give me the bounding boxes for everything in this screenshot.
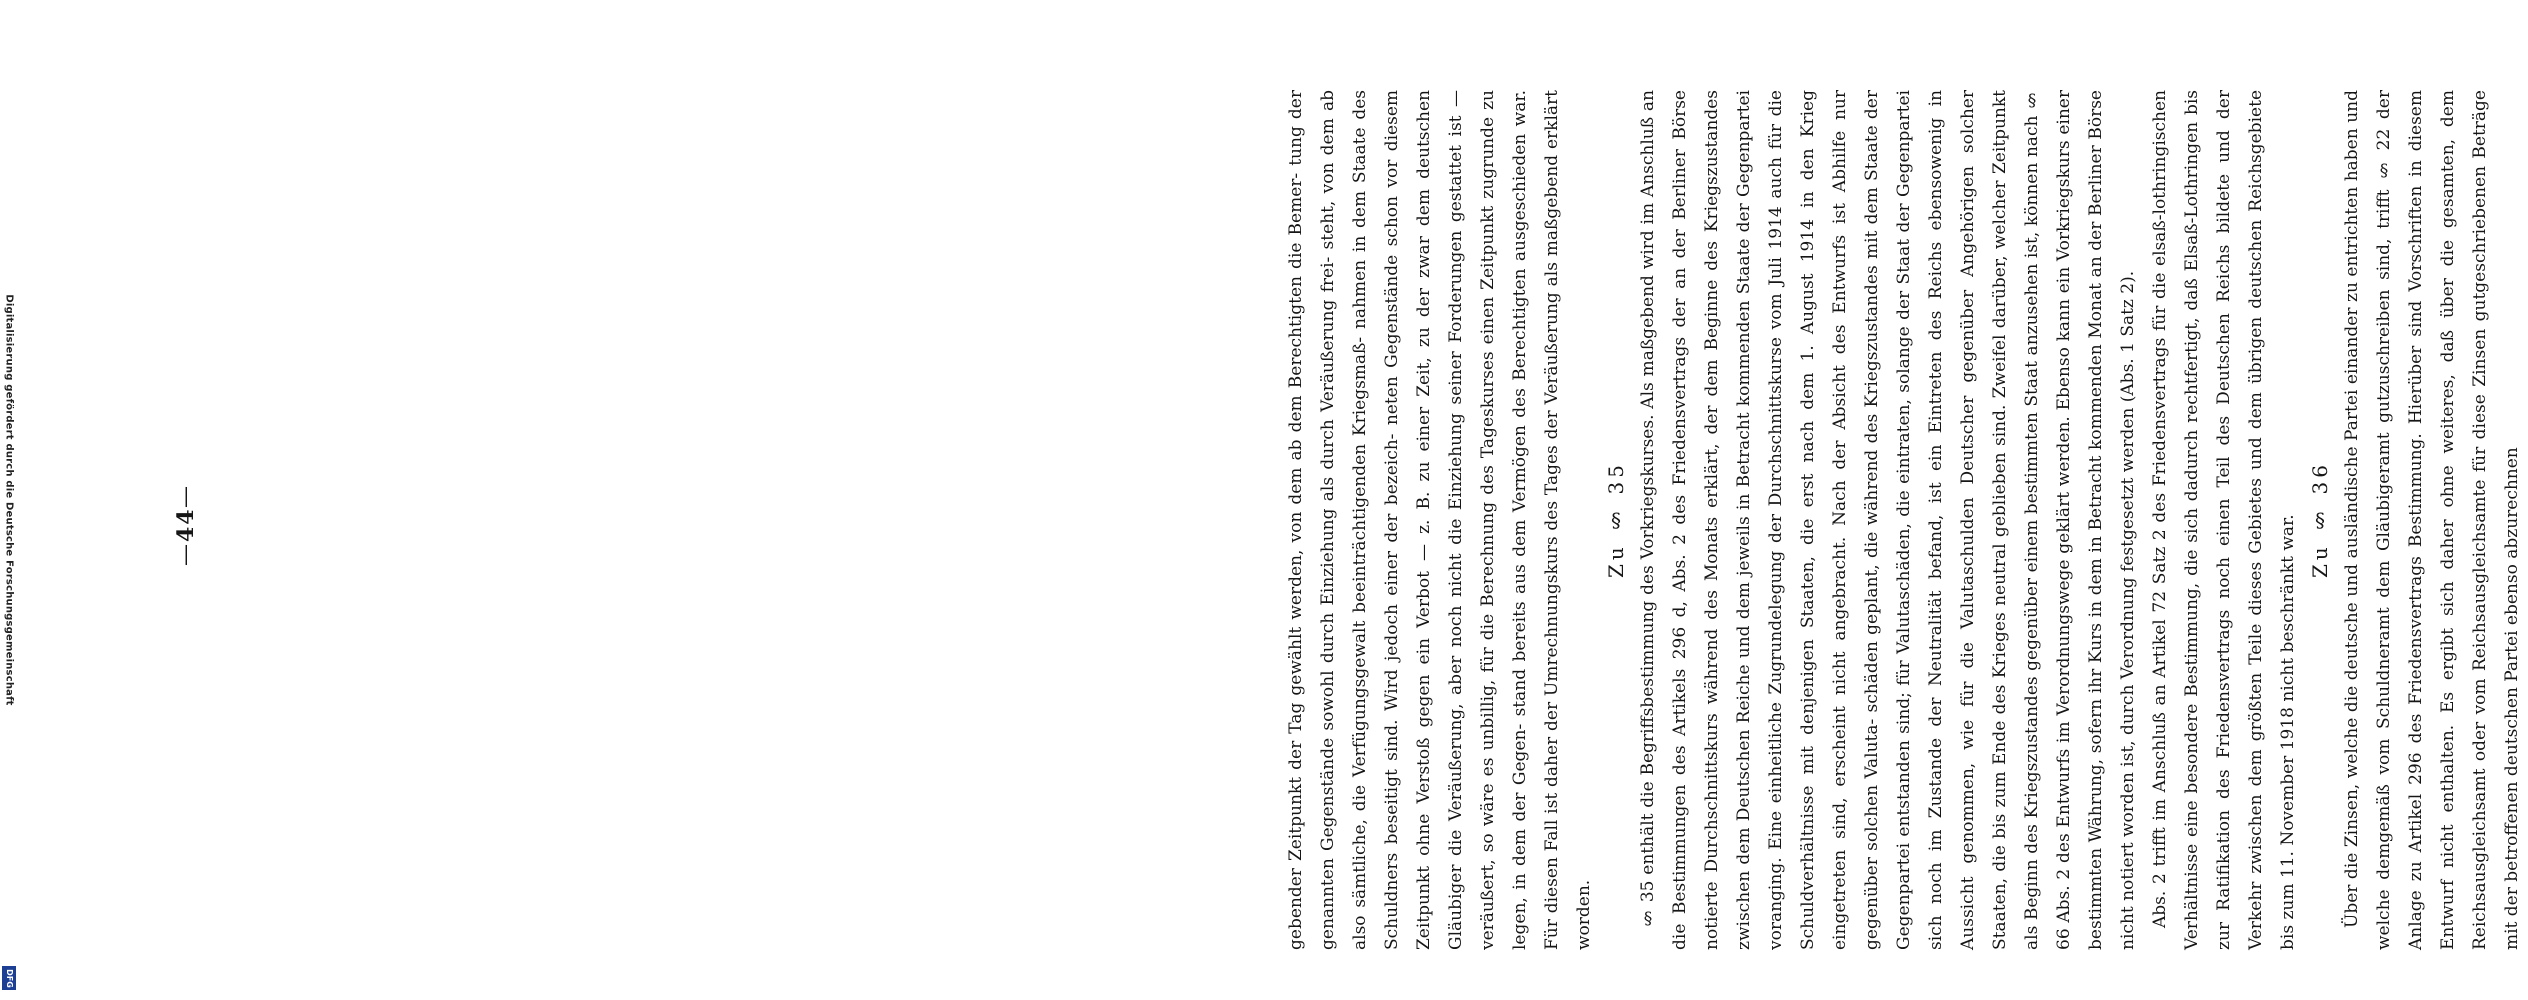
digitization-credit: Digitalisierung gefördert durch die Deutsche Forschungsgemeinschaft [3,294,15,706]
page-body [170,90,2522,950]
dfg-logo: DFG [2,966,16,990]
credit-strip [0,0,18,1000]
section-heading-35: Zu § 35 [1604,461,1628,579]
section-heading-36: Zu § 36 [2308,461,2332,579]
paragraph: Abs. 2 trifft im Anschluß an Artikel 72 Satz 2 des Friedensvertrags für die elsaß-lothringischen Verhältnisse eine besondere Bestimmung, die sich dadurch rechtfertigt, daß Elsaß-Lothringen bis zur Ratifikation des Friedensvertrags noch einen Teil des Deutschen Reichs bildete und der Verkehr zwischen dem größten Teile dieses Gebietes und dem übrigen deutschen Reichsgebiete bis zum 11. November 1918 nicht beschränkt war. [2150,90,2298,950]
paragraph: § 35 enthält die Begriffsbestimmung des Vorkriegskurses. Als maßgebend wird im Anschluß an die Bestimmungen des Artikels 296 d, Abs. 2 des Friedensvertrags der an der Berliner Börse notierte Durchschnittskurs während des Monats erklärt, der dem Beginne des Kriegszustandes zwischen dem Deutschen Reiche und dem jeweils in Betracht kommenden Staate der Gegenpartei voranging. Eine einheitliche Zugrundelegung der Durchschnittskurse vom Juli 1914 auch für die Schuldverhältnisse mit denjenigen Staaten, die erst nach dem 1. August 1914 in den Krieg eingetreten sind, erscheint nicht angebracht. Nach der Absicht des Entwurfs ist Abhilfe nur gegenüber solchen Valuta- schäden geplant, die während des Kriegszustandes mit dem Staate der Gegenpartei entstanden sind; für Valutaschäden, die eintraten, solange der Staat der Gegenpartei sich noch im Zustande der Neutralität befand, ist ein Eintreten des Reichs ebensowenig in Aussicht genommen, wie für die Valutaschulden Deutscher gegenüber Angehörigen solcher Staaten, die bis zum Ende des Krieges neutral geblieben sind. Zweifel darüber, welcher Zeitpunkt als Beginn des Kriegszustandes gegenüber einem bestimmten Staat anzusehen ist, können nach § 66 Abs. 2 des Entwurfs im Verordnungswege geklärt werden. Ebenso kann ein Vorkriegskurs einer bestimmten Währung, sofern ihr Kurs in dem in Betracht kommenden Monat an der Berliner Börse nicht notiert worden ist, durch Verordnung festgesetzt werden (Abs. 1 Satz 2). [1638,90,2138,950]
scanned-page [170,90,2522,950]
paragraph: gebender Zeitpunkt der Tag gewählt werden, von dem ab dem Berechtigten die Bemer- tung der genannten Gegenstände sowohl durch Einziehung als durch Veräußerung frei- steht, von dem ab also sämtliche, die Verfügungsgewalt beeinträchtigenden Kriegsmaß- nahmen in dem Staate des Schuldners beseitigt sind. Wird jedoch einer der bezeich- neten Gegenstände schon vor diesem Zeitpunkt ohne Verstoß gegen ein Verbot — z. B. zu einer Zeit, zu der zwar dem deutschen Gläubiger die Veräußerung, aber noch nicht die Einziehung seiner Forderungen gestattet ist — veräußert, so wäre es unbillig, für die Berechnung des Tageskurses einen Zeitpunkt zugrunde zu legen, in dem der Gegen- stand bereits aus dem Vermögen des Berechtigten ausgeschieden war. Für diesen Fall ist daher der Umrechnungskurs des Tages der Veräußerung als maßgebend erklärt worden. [1286,90,1594,950]
paragraph: Über die Zinsen, welche die deutsche und ausländische Partei einander zu entrichten haben und welche demgemäß vom Schuldneramt dem Gläubigeramt gutzuschreiben sind, trifft § 22 der Anlage zu Artikel 296 des Friedensvertrags Bestimmung. Hierüber sind Vorschriften in diesem Entwurf nicht enthalten. Es ergibt sich daher ohne weiteres, daß über die gesamten, dem Reichsausgleichsamt oder vom Reichsausgleichsamte für diese Zinsen gutgeschriebenen Beträge mit der betroffenen deutschen Partei ebenso abzurechnen [2342,90,2522,950]
page-number: 44 [173,507,199,543]
page-number-line: —44— [173,483,199,567]
